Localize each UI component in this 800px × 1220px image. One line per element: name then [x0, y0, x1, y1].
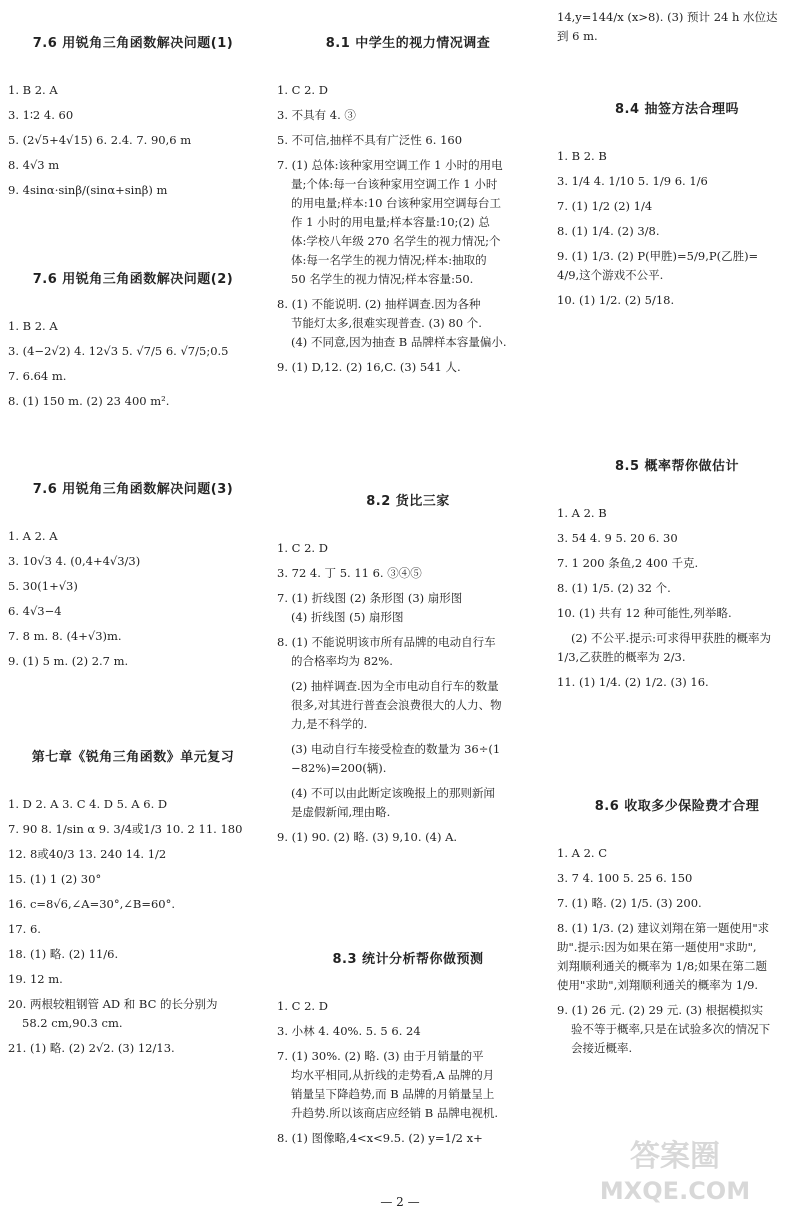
answer-line: 12. 8或40/3 13. 240 14. 1/2	[8, 847, 167, 861]
answer-line: 3. 54 4. 9 5. 20 6. 30	[557, 531, 678, 545]
answer-line: 会接近概率.	[571, 1041, 633, 1055]
section-8-3	[277, 948, 539, 1154]
answer-line: 力,是不科学的.	[291, 717, 368, 731]
answer-line: 均水平相同,从折线的走势看,A 品牌的月	[291, 1068, 495, 1082]
answer-line: 16. c=8√6,∠A=30°,∠B=60°.	[8, 897, 176, 911]
column-right	[557, 0, 797, 1190]
answer-line: 3. 不具有 4. ③	[277, 108, 356, 122]
answer-line: 1. C 2. D	[277, 83, 328, 97]
answer-line: 10. (1) 共有 12 种可能性,列举略.	[557, 606, 732, 620]
section-7-6-3	[8, 478, 258, 677]
answer-line: 的合格率均为 82%.	[291, 654, 393, 668]
answer-line: 1. A 2. C	[557, 846, 608, 860]
answer-line: 3. 1/4 4. 1/10 5. 1/9 6. 1/6	[557, 174, 708, 188]
section-title: 8.6 收取多少保险费才合理	[594, 799, 760, 814]
answer-line: 1. A 2. A	[8, 529, 58, 543]
answer-line: 58.2 cm,90.3 cm.	[22, 1016, 123, 1030]
answer-line: 9. (1) 1/3. (2) P(甲胜)=5/9,P(乙胜)=	[557, 249, 759, 263]
answer-line: 18. (1) 略. (2) 11/6.	[8, 947, 119, 961]
answer-line: 9. 4sinα·sinβ/(sinα+sinβ) m	[8, 183, 168, 197]
answer-line: 3. 72 4. 丁 5. 11 6. ③④⑤	[277, 566, 422, 580]
answer-line: 8. (1) 1/4. (2) 3/8.	[557, 224, 660, 238]
answer-line: 1. B 2. B	[557, 149, 607, 163]
answer-line: 8. (1) 不能说明. (2) 抽样调查.因为各种	[277, 297, 481, 311]
answer-line: 验不等于概率,只是在试验多次的情况下	[571, 1022, 771, 1036]
answer-line: 7. (1) 30%. (2) 略. (3) 由于月销量的平	[277, 1049, 484, 1063]
answer-line: 很多,对其进行普查会浪费很大的人力、物	[291, 698, 502, 712]
section-8-6	[557, 795, 797, 1064]
answer-line: 11. (1) 1/4. (2) 1/2. (3) 16.	[557, 675, 709, 689]
answer-line: 5. (2√5+4√15) 6. 2.4. 7. 90,6 m	[8, 133, 192, 147]
answer-line: 3. 小林 4. 40%. 5. 5 6. 24	[277, 1024, 421, 1038]
section-title: 8.2 货比三家	[366, 494, 450, 509]
answer-line: 3. 7 4. 100 5. 25 6. 150	[557, 871, 693, 885]
answer-line: 8. (1) 1/5. (2) 32 个.	[557, 581, 671, 595]
answer-line: 17. 6.	[8, 922, 41, 936]
answer-line: 50 名学生的视力情况;样本容量:50.	[291, 272, 474, 286]
answer-line: 5. 30(1+√3)	[8, 579, 78, 593]
answer-line: 7. 6.64 m.	[8, 369, 67, 383]
answer-line: 1. B 2. A	[8, 83, 58, 97]
answer-line: (3) 电动自行车接受检查的数量为 36÷(1	[291, 742, 501, 756]
answer-line: 1. C 2. D	[277, 541, 328, 555]
answer-line: 刘翔顺利通关的概率为 1/8;如果在第二题	[557, 959, 768, 973]
answer-line: 体:学校八年级 270 名学生的视力情况;个	[291, 234, 501, 248]
answer-line: 8. 4√3 m	[8, 158, 60, 172]
answer-line: 的用电量;样本:10 台该种家用空调每台工	[291, 196, 502, 210]
answer-line: 9. (1) 5 m. (2) 2.7 m.	[8, 654, 129, 668]
section-title: 8.5 概率帮你做估计	[614, 459, 740, 474]
section-continued	[557, 8, 797, 52]
answer-line: (4) 折线图 (5) 扇形图	[291, 610, 404, 624]
answer-line: 7. 8 m. 8. (4+√3)m.	[8, 629, 122, 643]
answer-line: 7. (1) 略. (2) 1/5. (3) 200.	[557, 896, 702, 910]
section-8-4	[557, 98, 797, 316]
answer-line: 销量呈下降趋势,而 B 品牌的月销量呈上	[291, 1087, 495, 1101]
answer-line: 8. (1) 150 m. (2) 23 400 m².	[8, 394, 170, 408]
section-title: 第七章《锐角三角函数》单元复习	[31, 750, 235, 765]
watermark-url: MXQE.COM	[599, 1177, 751, 1205]
answer-line: 1. D 2. A 3. C 4. D 5. A 6. D	[8, 797, 168, 811]
answer-line: 1. A 2. B	[557, 506, 607, 520]
section-title: 8.3 统计分析帮你做预测	[332, 952, 484, 967]
section-8-1	[277, 32, 539, 383]
answer-line: 9. (1) 26 元. (2) 29 元. (3) 根据模拟实	[557, 1003, 764, 1017]
answer-line: 8. (1) 图像略,4<x<9.5. (2) y=1/2 x+	[277, 1131, 483, 1145]
answer-line: 节能灯太多,很难实现普查. (3) 80 个.	[291, 316, 482, 330]
answer-line: 到 6 m.	[557, 29, 598, 43]
section-chapter-7-review	[8, 746, 258, 1064]
answer-line: 5. 不可信,抽样不具有广泛性 6. 160	[277, 133, 463, 147]
section-title: 8.4 抽签方法合理吗	[614, 102, 740, 117]
answer-line: 7. 90 8. 1/sin α 9. 3/4或1/3 10. 2 11. 180	[8, 822, 243, 836]
watermark-text: 答案圈	[630, 1139, 720, 1174]
answer-line: 使用"求助",刘翔顺利通关的概率为 1/9.	[557, 978, 759, 992]
answer-line: (4) 不可以由此断定该晚报上的那则新闻	[291, 786, 495, 800]
page-number: — 2 —	[380, 1195, 420, 1209]
answer-line: 19. 12 m.	[8, 972, 63, 986]
answer-line: 7. (1) 总体:该种家用空调工作 1 小时的用电	[277, 158, 503, 172]
section-title: 7.6 用锐角三角函数解决问题(1)	[32, 36, 234, 51]
column-left	[8, 0, 258, 1190]
answer-line: 助".提示:因为如果在第一题使用"求助",	[557, 940, 757, 954]
answer-line: 4/9,这个游戏不公平.	[557, 268, 664, 282]
answer-line: (2) 不公平.提示:可求得甲获胜的概率为	[571, 631, 771, 645]
section-8-5	[557, 455, 797, 698]
answer-line: 3. (4−2√2) 4. 12√3 5. √7/5 6. √7/5;0.5	[8, 344, 229, 358]
answer-line: 是虚假新闻,理由略.	[291, 805, 391, 819]
answer-line: (2) 抽样调查.因为全市电动自行车的数量	[291, 679, 499, 693]
section-title: 7.6 用锐角三角函数解决问题(2)	[32, 272, 234, 287]
answer-line: −82%)=200(辆).	[291, 761, 387, 775]
answer-line: 作 1 小时的用电量;样本容量:10;(2) 总	[291, 215, 490, 229]
answer-line: 14,y=144/x (x>8). (3) 预计 24 h 水位达	[557, 10, 778, 24]
section-7-6-2	[8, 268, 258, 417]
answer-line: 7. (1) 1/2 (2) 1/4	[557, 199, 653, 213]
column-middle	[277, 0, 539, 1190]
section-8-2	[277, 490, 539, 853]
answer-line: 15. (1) 1 (2) 30°	[8, 872, 102, 886]
answer-line: 6. 4√3−4	[8, 604, 62, 618]
answer-line: 20. 两根较粗钢管 AD 和 BC 的长分别为	[8, 997, 218, 1011]
answer-line: 7. (1) 折线图 (2) 条形图 (3) 扇形图	[277, 591, 463, 605]
answer-line: (4) 不同意,因为抽查 B 品牌样本容量偏小.	[291, 335, 507, 349]
answer-line: 3. 10√3 4. (0,4+4√3/3)	[8, 554, 141, 568]
answer-line: 7. 1 200 条鱼,2 400 千克.	[557, 556, 699, 570]
answer-line: 9. (1) 90. (2) 略. (3) 9,10. (4) A.	[277, 830, 458, 844]
answer-line: 10. (1) 1/2. (2) 5/18.	[557, 293, 675, 307]
answer-line: 体:每一名学生的视力情况;样本:抽取的	[291, 253, 487, 267]
answer-line: 3. 1∶2 4. 60	[8, 108, 74, 122]
answer-line: 1. B 2. A	[8, 319, 58, 333]
answer-line: 21. (1) 略. (2) 2√2. (3) 12/13.	[8, 1041, 175, 1055]
section-title: 7.6 用锐角三角函数解决问题(3)	[32, 482, 234, 497]
section-7-6-1	[8, 32, 258, 206]
answer-line: 1/3,乙获胜的概率为 2/3.	[557, 650, 686, 664]
answer-line: 升趋势.所以该商店应经销 B 品牌电视机.	[291, 1106, 499, 1120]
section-title: 8.1 中学生的视力情况调查	[325, 36, 491, 51]
answer-line: 8. (1) 不能说明该市所有品牌的电动自行车	[277, 635, 496, 649]
answer-line: 9. (1) D,12. (2) 16,C. (3) 541 人.	[277, 360, 461, 374]
answer-line: 量;个体:每一台该种家用空调工作 1 小时	[291, 177, 498, 191]
answer-line: 8. (1) 1/3. (2) 建议刘翔在第一题使用"求	[557, 921, 770, 935]
answer-line: 1. C 2. D	[277, 999, 328, 1013]
